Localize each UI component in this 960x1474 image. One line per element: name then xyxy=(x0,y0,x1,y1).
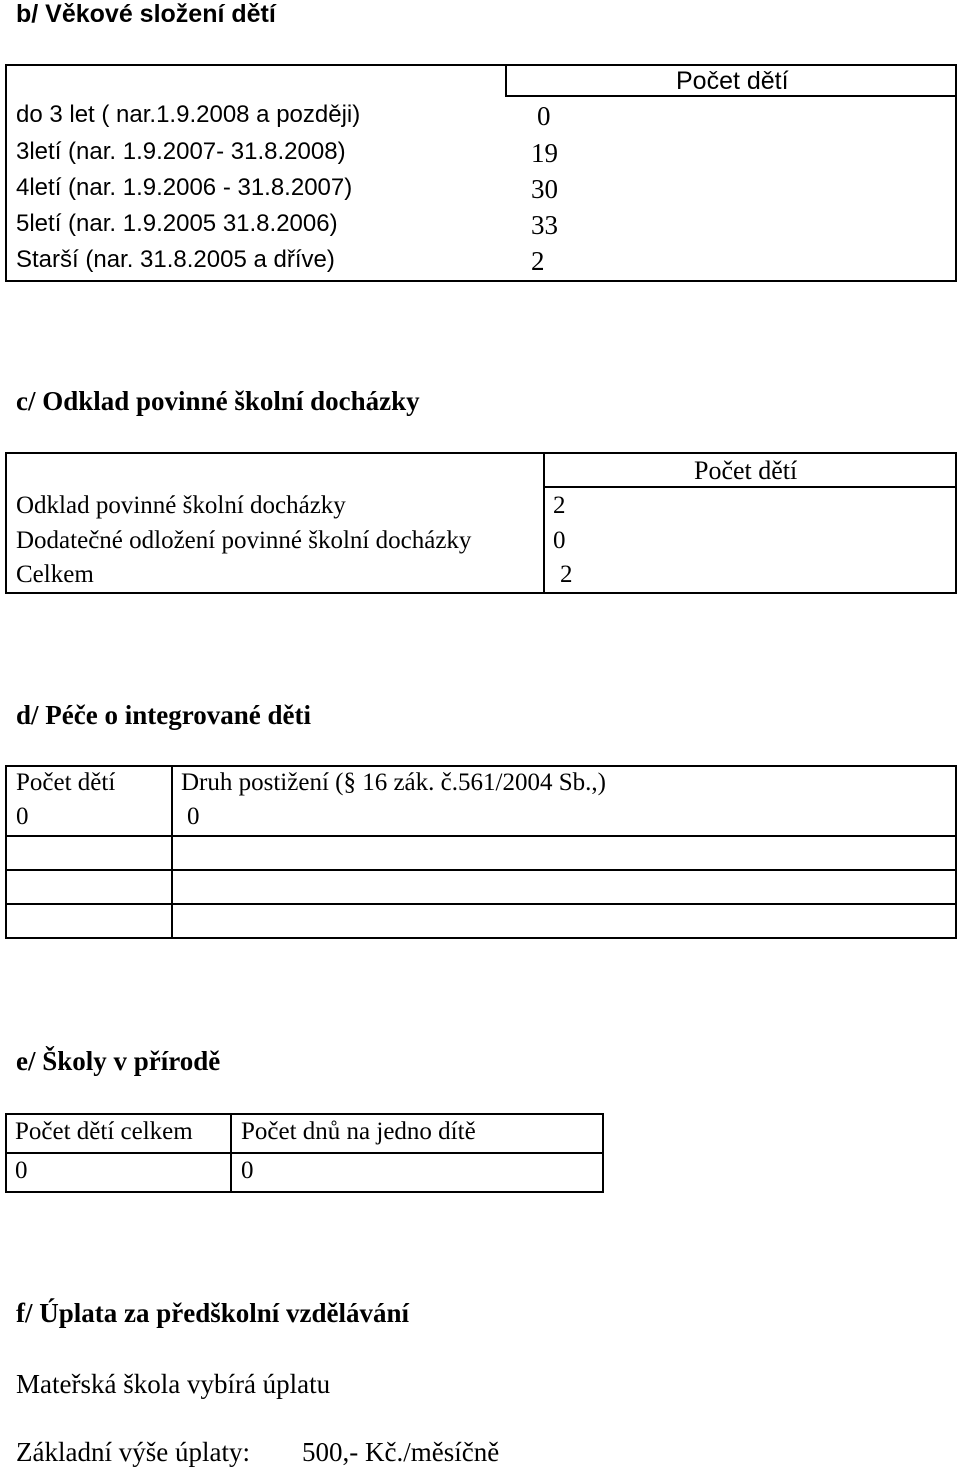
children-total-value: 0 xyxy=(15,1157,28,1184)
postponement-row-label: Dodatečné odložení povinné školní docházky xyxy=(16,527,472,554)
table-divider xyxy=(171,765,173,939)
postponement-row-value: 0 xyxy=(553,527,566,554)
table-divider xyxy=(543,452,545,594)
base-fee-value: 500,- Kč./měsíčně xyxy=(302,1437,500,1467)
age-row-label: do 3 let ( nar.1.9.2008 a později) xyxy=(16,101,361,128)
age-row-label: 3letí (nar. 1.9.2007- 31.8.2008) xyxy=(16,138,346,165)
fee-statement: Mateřská škola vybírá úplatu xyxy=(16,1369,331,1399)
school-postponement-table xyxy=(5,452,957,594)
table-divider xyxy=(5,869,957,871)
postponement-row-value: 2 xyxy=(553,492,566,519)
integrated-count-value: 0 xyxy=(16,803,29,830)
section-f-heading: f/ Úplata za předškolní vzdělávání xyxy=(16,1298,410,1328)
age-row-label: Starší (nar. 31.8.2005 a dříve) xyxy=(16,246,335,273)
section-b-heading: b/ Věkové složení dětí xyxy=(16,0,276,28)
section-d-heading: d/ Péče o integrované děti xyxy=(16,700,311,730)
table-divider xyxy=(5,1152,604,1154)
age-row-label: 4letí (nar. 1.9.2006 - 31.8.2007) xyxy=(16,174,353,201)
age-row-value: 30 xyxy=(531,174,558,204)
table-divider xyxy=(5,835,957,837)
section-c-heading: c/ Odklad povinné školní docházky xyxy=(16,386,420,416)
age-row-value: 19 xyxy=(531,138,558,168)
age-row-label: 5letí (nar. 1.9.2005 31.8.2006) xyxy=(16,210,338,237)
section-e-heading: e/ Školy v přírodě xyxy=(16,1046,221,1076)
disability-type-header: Druh postižení (§ 16 zák. č.561/2004 Sb.,) xyxy=(181,769,606,796)
postponement-row-label: Odklad povinné školní docházky xyxy=(16,492,346,519)
days-per-child-value: 0 xyxy=(241,1157,254,1184)
base-fee-label: Základní výše úplaty: xyxy=(16,1437,250,1467)
table-divider xyxy=(5,903,957,905)
table-divider xyxy=(543,486,957,488)
age-row-value: 0 xyxy=(537,101,551,131)
postponement-row-value: 2 xyxy=(560,561,573,588)
table-divider xyxy=(505,64,507,96)
postponement-row-label: Celkem xyxy=(16,561,94,588)
children-count-header: Počet dětí xyxy=(694,456,798,485)
children-total-header: Počet dětí celkem xyxy=(15,1118,193,1145)
disability-type-value: 0 xyxy=(187,803,200,830)
days-per-child-header: Počet dnů na jedno dítě xyxy=(241,1118,476,1145)
children-count-header: Počet dětí xyxy=(16,769,116,796)
age-row-value: 33 xyxy=(531,210,558,240)
age-row-value: 2 xyxy=(531,246,545,276)
children-count-header: Počet dětí xyxy=(676,67,789,95)
